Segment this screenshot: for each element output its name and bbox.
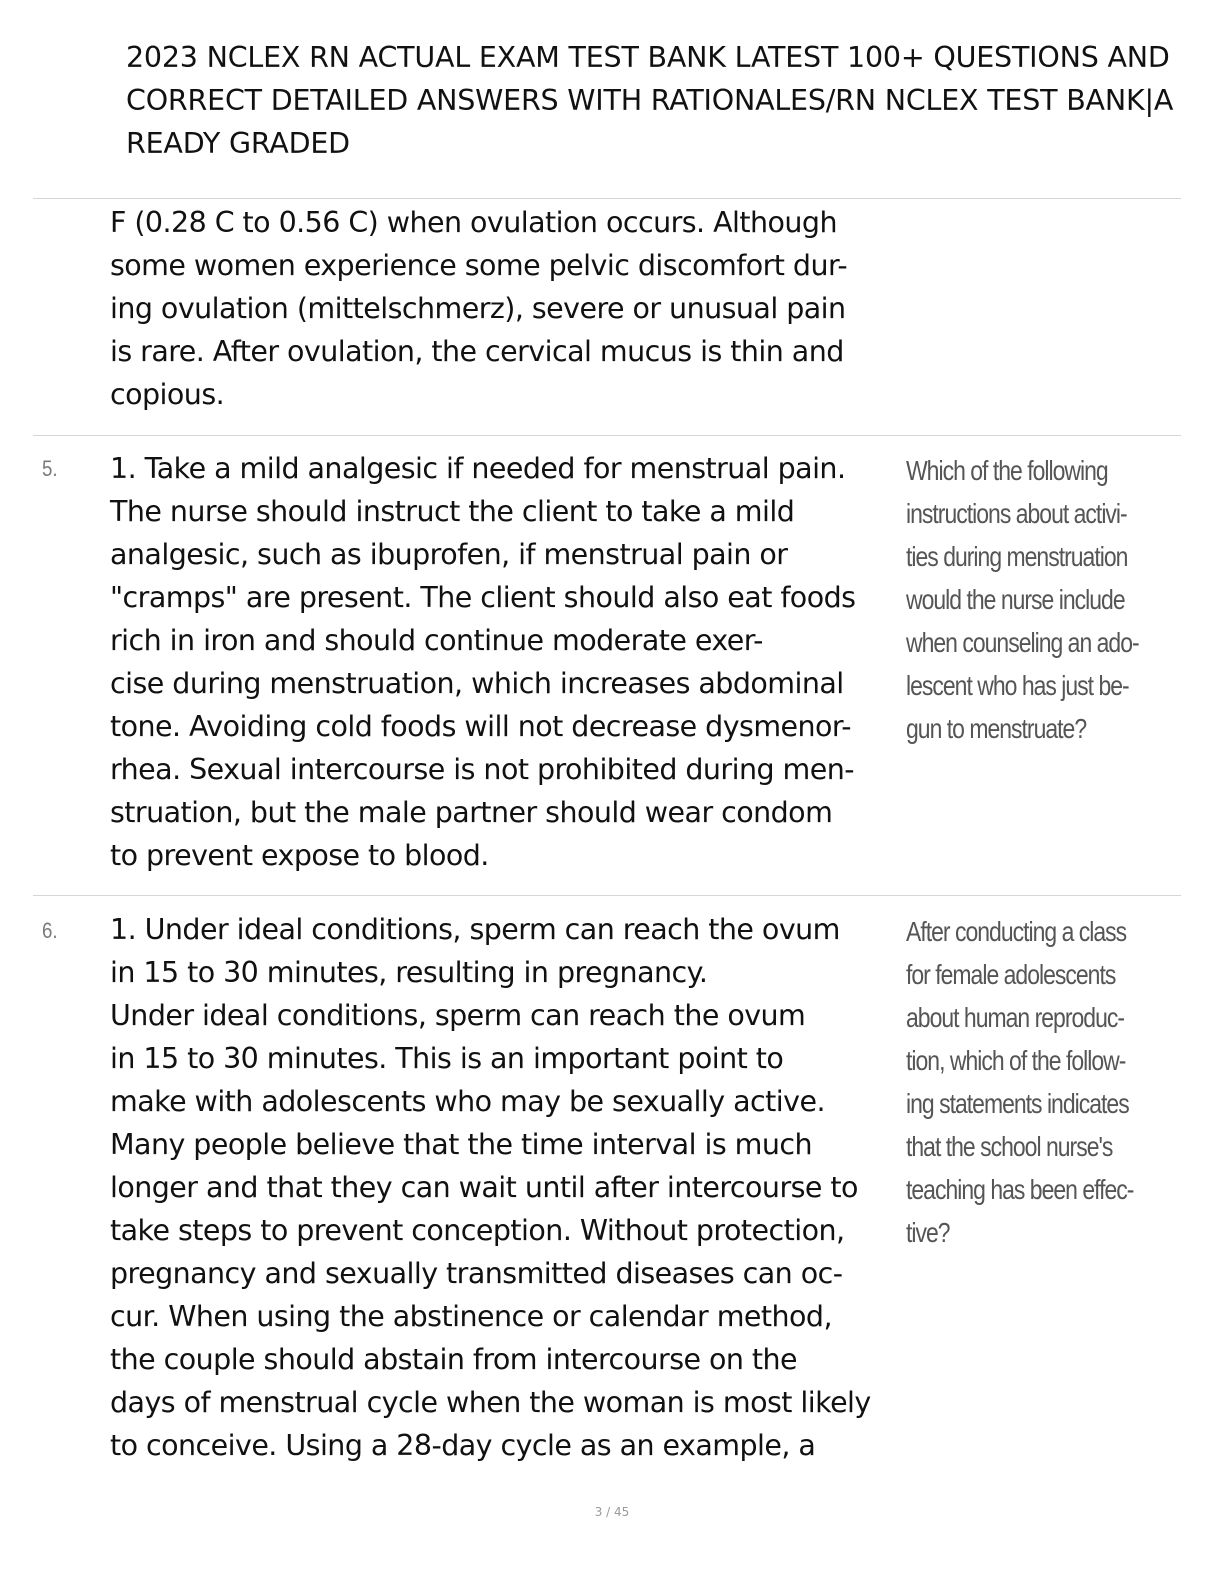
question-text: After conducting a class for female adolescents about human reproduc- tion, which of the follow- ing statements indicates that the school nurse's teaching has been effec- tive? [906, 916, 1134, 1248]
question-text: Which of the following instructions about activi- ties during menstruation would the nurse include when counseling an ado- lescent who has just be- gun to menstruate? [906, 455, 1139, 744]
answer-text: F (0.28 C to 0.56 C) when ovulation occurs. Although some women experience some pelvic discomfort dur- ing ovulation (mittelschmerz), severe or unusual pain is rare. After ovulation, the cervical mucus is thin and copious. [110, 206, 848, 411]
question-number: 6. [42, 918, 58, 943]
divider [33, 198, 1181, 199]
page-number: 3 / 45 [594, 1505, 630, 1519]
document-title: 2023 NCLEX RN ACTUAL EXAM TEST BANK LATEST 100+ QUESTIONS AND CORRECT DETAILED ANSWERS WITH RATIONALES/RN NCLEX TEST BANK|A READY GRADED [126, 41, 1174, 160]
answer-text: 1. Under ideal conditions, sperm can reach the ovum in 15 to 30 minutes, resulting in pregnancy. Under ideal conditions, sperm can reach the ovum in 15 to 30 minutes. This is an important point to make with adolescents who may be sexually active. Many people believe that the time interval is much longer and that they can wait until after intercourse to take steps to prevent conception. Without protection, pregnancy and sexually transmitted diseases can oc- cur. When using the abstinence or calendar method, the couple should abstain from intercourse on the days of menstrual cycle when the woman is most likely to conceive. Using a 28-day cycle as an example, a [110, 913, 871, 1462]
divider [33, 435, 1181, 436]
answer-text: 1. Take a mild analgesic if needed for menstrual pain. The nurse should instruct the client to take a mild analgesic, such as ibuprofen, if menstrual pain or "cramps" are present. The client should also eat foods rich in iron and should continue moderate exer- cise during menstruation, which increases abdominal tone. Avoiding cold foods will not decrease dysmenor- rhea. Sexual intercourse is not prohibited during men- struation, but the male partner should wear condom to prevent expose to blood. [110, 452, 856, 872]
question-number: 5. [42, 456, 58, 481]
divider [33, 895, 1181, 896]
